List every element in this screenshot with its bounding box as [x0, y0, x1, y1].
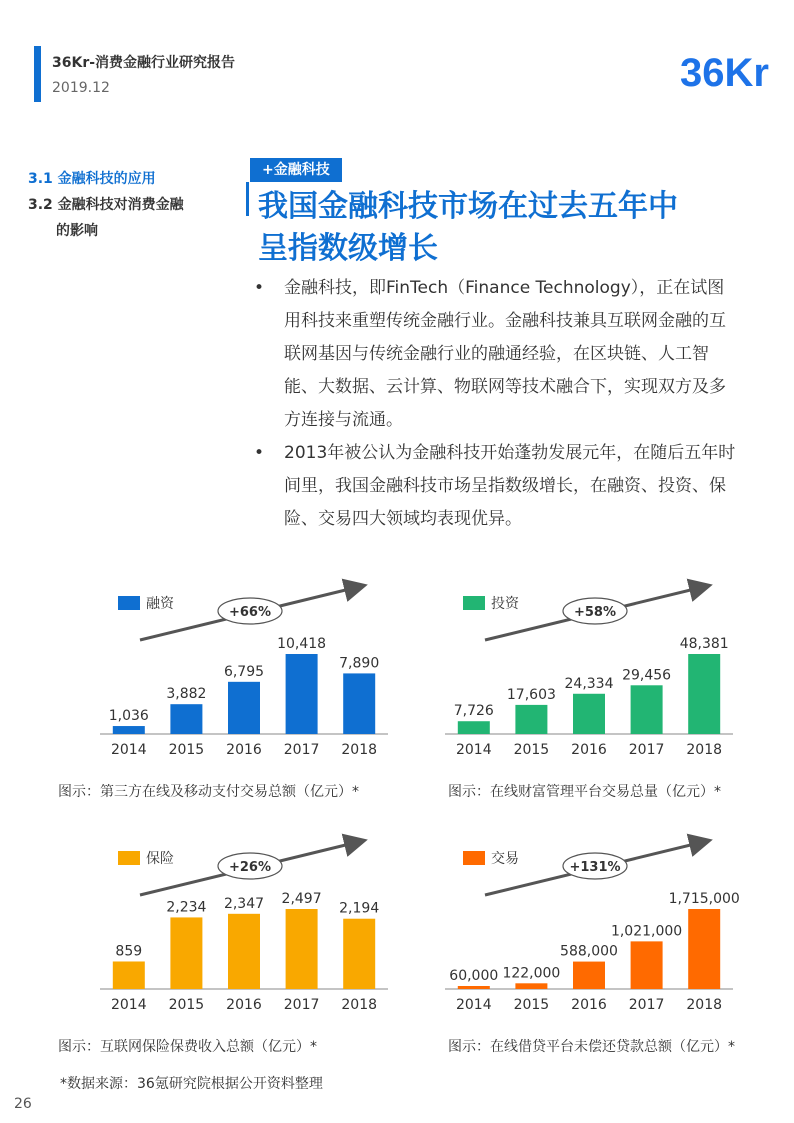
bar [573, 962, 605, 989]
bullet-item [254, 272, 736, 437]
bar-value-label: 7,890 [339, 655, 380, 672]
bar-value-label: 3,882 [166, 686, 207, 703]
bar [631, 941, 663, 989]
nav-item-fintech-impact[interactable]: 3.2 金融科技对消费金融 [28, 197, 184, 213]
bar [458, 986, 490, 989]
bar-value-label: 10,418 [277, 636, 327, 652]
bar [228, 682, 260, 734]
legend-swatch [118, 596, 140, 610]
bar-value-label: 24,334 [564, 675, 614, 692]
chart-investment [445, 580, 745, 765]
bar-value-label: 2,194 [339, 900, 380, 917]
bar-value-label: 60,000 [449, 968, 499, 984]
bar [343, 673, 375, 734]
bar-value-label: 2,347 [223, 895, 265, 912]
x-tick-label: 2014 [110, 742, 147, 758]
36kr-logo [680, 40, 770, 98]
bar [113, 961, 145, 989]
header-accent-bar [34, 46, 41, 102]
section-tag: +金融科技 [250, 158, 342, 182]
bar-value-label: 2,497 [281, 891, 322, 907]
bar-value-label: 859 [115, 943, 143, 960]
bar [458, 721, 490, 734]
bar [228, 914, 260, 989]
bar-value-label: 122,000 [502, 965, 561, 982]
x-tick-label: 2015 [168, 742, 205, 758]
bar-value-label: 2,234 [166, 899, 207, 916]
bullet-text: 金融科技，即FinTech（Finance Technology），正在试图用科技来重塑传统金融行业。金融科技兼具互联网金融的互联网基因与传统金融行业的融通经验，在区块链、人工智能、大数据、云计算、物联网等技术融合下，实现双方及多方连接与流通。 [284, 278, 726, 430]
bar [688, 909, 720, 989]
bar [286, 909, 318, 989]
x-tick-label: 2016 [571, 742, 607, 758]
nav-item-fintech-impact-continuation[interactable]: 的影响 [56, 223, 98, 239]
bullet-dot-icon: • [254, 278, 265, 298]
x-tick-label: 2017 [283, 997, 320, 1013]
bar-value-label: 1,036 [108, 708, 149, 725]
bar [515, 983, 547, 989]
page-number: 26 [14, 1096, 32, 1112]
chart-caption-investment: 图示：在线财富管理平台交易总量（亿元）* [448, 784, 721, 800]
heading-line-1: 我国金融科技市场在过去五年中 [258, 189, 678, 224]
bar [573, 694, 605, 734]
body-text [254, 272, 736, 536]
bullet-item [254, 437, 736, 536]
chart-caption-financing: 图示：第三方在线及移动支付交易总额（亿元）* [58, 784, 359, 800]
bar-value-label: 48,381 [679, 636, 729, 652]
chart-caption-insurance: 图示：互联网保险保费收入总额（亿元）* [58, 1039, 317, 1055]
legend-swatch [463, 596, 485, 610]
x-tick-label: 2014 [110, 997, 147, 1013]
heading-line-2: 呈指数级增长 [258, 231, 438, 266]
growth-label: +131% [569, 860, 621, 875]
x-tick-label: 2016 [571, 997, 607, 1013]
legend-swatch [463, 851, 485, 865]
bar [286, 654, 318, 734]
growth-label: +26% [228, 860, 272, 875]
legend-label: 交易 [491, 851, 519, 867]
chart-financing [100, 580, 400, 765]
bar-value-label: 588,000 [560, 943, 618, 960]
side-nav [28, 166, 233, 244]
bar-value-label: 17,603 [506, 686, 556, 703]
section-heading [258, 186, 748, 270]
legend-label: 投资 [491, 596, 519, 612]
bar-value-label: 6,795 [223, 663, 265, 680]
x-tick-label: 2018 [686, 742, 723, 758]
legend-swatch [118, 851, 140, 865]
x-tick-label: 2017 [283, 742, 320, 758]
x-tick-label: 2017 [628, 742, 665, 758]
bar-value-label: 7,726 [453, 703, 494, 720]
chart-lending [445, 835, 745, 1020]
bar [515, 705, 547, 734]
report-title: 36Kr-消费金融行业研究报告 [52, 55, 236, 71]
x-tick-label: 2014 [455, 997, 492, 1013]
x-tick-label: 2014 [455, 742, 492, 758]
x-tick-label: 2015 [513, 742, 550, 758]
legend-label: 融资 [146, 596, 174, 612]
bar [631, 685, 663, 734]
bar-value-label: 29,456 [622, 667, 672, 684]
bar [688, 654, 720, 734]
x-tick-label: 2016 [226, 742, 262, 758]
x-tick-label: 2018 [341, 742, 378, 758]
x-tick-label: 2017 [628, 997, 665, 1013]
data-source-footnote: *数据来源：36氪研究院根据公开资料整理 [60, 1076, 323, 1092]
bullet-dot-icon: • [254, 443, 265, 463]
bullet-text: 2013年被公认为金融科技开始蓬勃发展元年，在随后五年时间里，我国金融科技市场呈指数级增长，在融资、投资、保险、交易四大领域均表现优异。 [284, 443, 736, 529]
nav-item-fintech-applications[interactable]: 3.1 金融科技的应用 [28, 171, 156, 187]
report-date: 2019.12 [52, 80, 110, 96]
x-tick-label: 2015 [513, 997, 550, 1013]
bar [343, 919, 375, 989]
bar [170, 704, 202, 734]
legend-label: 保险 [146, 851, 174, 867]
x-tick-label: 2016 [226, 997, 262, 1013]
heading-accent-bar [246, 182, 249, 216]
chart-caption-lending: 图示：在线借贷平台未偿还贷款总额（亿元）* [448, 1039, 735, 1055]
bar [170, 917, 202, 989]
bar [113, 726, 145, 734]
x-tick-label: 2018 [686, 997, 723, 1013]
bar-value-label: 1,715,000 [668, 891, 740, 907]
logo-text: 36Kr [680, 51, 769, 95]
chart-insurance [100, 835, 400, 1020]
x-tick-label: 2018 [341, 997, 378, 1013]
growth-label: +58% [573, 605, 617, 620]
x-tick-label: 2015 [168, 997, 205, 1013]
bar-value-label: 1,021,000 [610, 923, 683, 940]
growth-label: +66% [228, 605, 272, 620]
